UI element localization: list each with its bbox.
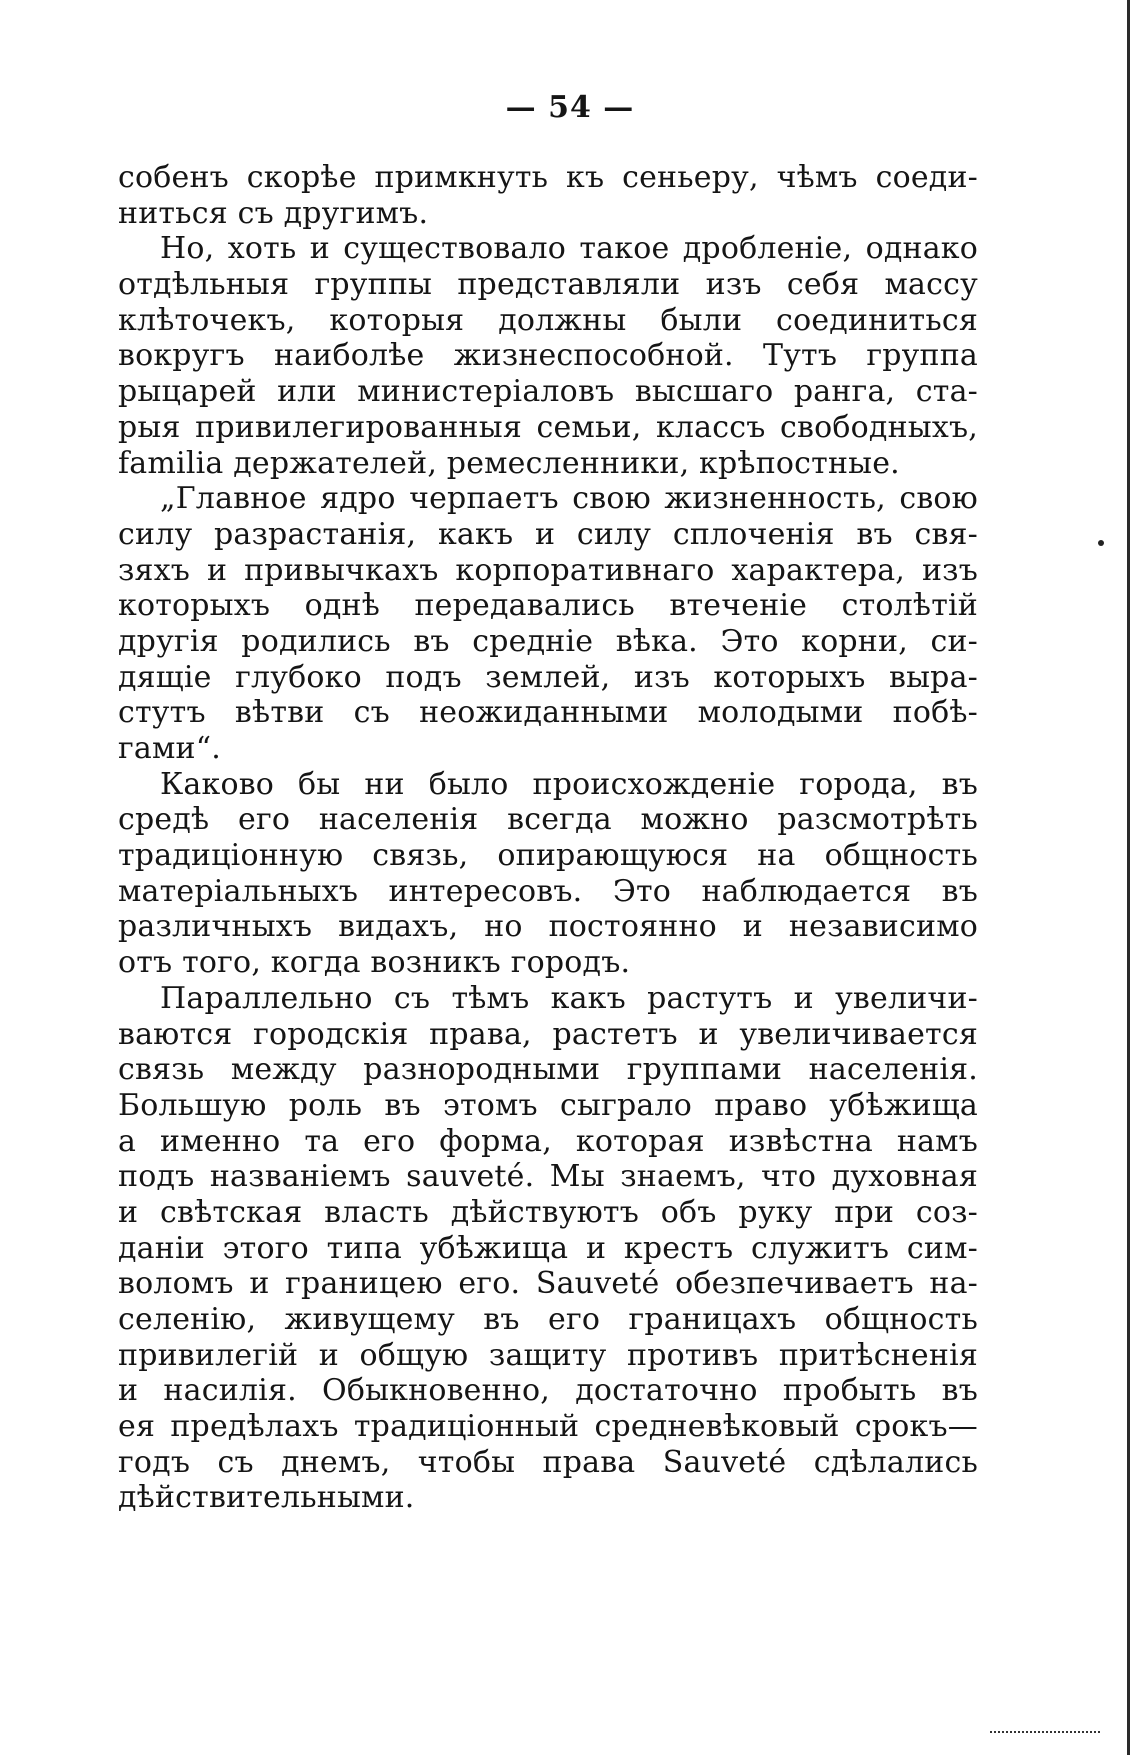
text-line: силу разрастанія, какъ и силу сплоченія въ свя-	[118, 516, 978, 552]
text-line: собенъ скорѣе примкнуть къ сеньеру, чѣмъ соеди-	[118, 160, 978, 195]
text-line: рыя привилегированныя семьи, классъ свободныхъ,	[118, 409, 978, 445]
text-line: дящіе глубоко подъ землей, изъ которыхъ выра-	[118, 659, 978, 695]
text-line: которыхъ однѣ передавались втеченіе столѣтій	[118, 588, 978, 624]
text-line: отъ того, когда возникъ городъ.	[118, 945, 631, 981]
text-line: вокругъ наиболѣе жизнеспособной. Тутъ группа	[118, 338, 978, 374]
text-line: клѣточекъ, которыя должны были соединиться	[118, 302, 978, 338]
text-line: стутъ вѣтви съ неожиданными молодыми побѣ-	[118, 695, 978, 731]
text-line: ваются городскія права, растетъ и увеличивается	[118, 1016, 978, 1052]
text-line: другія родились въ средніе вѣка. Это корни, си-	[118, 623, 978, 659]
text-line: и насилія. Обыкновенно, достаточно пробыть въ	[118, 1373, 978, 1409]
text-line: дѣйствительными.	[118, 1480, 415, 1516]
text-line: даніи этого типа убѣжища и крестъ служитъ сим-	[118, 1230, 978, 1266]
margin-mark	[1098, 540, 1104, 546]
text-line: рыцарей или министеріаловъ высшаго ранга, ста-	[118, 374, 978, 410]
text-line: привилегій и общую защиту противъ притѣсненія	[118, 1337, 978, 1373]
text-line: Но, хоть и существовало такое дробленіе, однако	[160, 231, 978, 267]
text-line: Параллельно съ тѣмъ какъ растутъ и увеличи-	[160, 980, 978, 1016]
text-line: связь между разнородными группами населенія.	[118, 1052, 978, 1088]
text-line: годъ съ днемъ, чтобы права Sauveté сдѣлались	[118, 1444, 978, 1480]
text-line: а именно та его форма, которая извѣстна намъ	[118, 1123, 978, 1159]
page-number: — 54 —	[505, 90, 635, 125]
text-line: воломъ и границею его. Sauveté обезпечиваетъ на-	[118, 1266, 978, 1302]
text-line: ниться съ другимъ.	[118, 195, 429, 231]
text-line: и свѣтская власть дѣйствуютъ объ руку при соз-	[118, 1194, 978, 1230]
text-line: традиціонную связь, опирающуюся на общность	[118, 838, 978, 874]
text-line: familia держателей, ремесленники, крѣпостные.	[118, 445, 900, 481]
text-line: различныхъ видахъ, но постоянно и независимо	[118, 909, 978, 945]
text-line: зяхъ и привычкахъ корпоративнаго характера, изъ	[118, 552, 978, 588]
text-line: гами“.	[118, 731, 222, 766]
text-line: средѣ его населенія всегда можно разсмотрѣть	[118, 802, 978, 838]
text-line: ея предѣлахъ традиціонный средневѣковый срокъ—	[118, 1409, 978, 1445]
text-line: подъ названіемъ sauveté. Мы знаемъ, что духовная	[118, 1159, 978, 1195]
body-text	[118, 160, 978, 1516]
page-edge-rule	[1127, 0, 1130, 1755]
text-line: Большую роль въ этомъ сыграло право убѣжища	[118, 1087, 978, 1123]
text-line: матеріальныхъ интересовъ. Это наблюдается въ	[118, 873, 978, 909]
corner-scan-mark	[990, 1721, 1100, 1733]
text-line: селенію, живущему въ его границахъ общность	[118, 1302, 978, 1337]
text-line: Каково бы ни было происхожденіе города, въ	[160, 766, 978, 802]
text-line: отдѣльныя группы представляли изъ себя массу	[118, 267, 978, 303]
text-line: „Главное ядро черпаетъ свою жизненность, свою	[160, 481, 978, 517]
